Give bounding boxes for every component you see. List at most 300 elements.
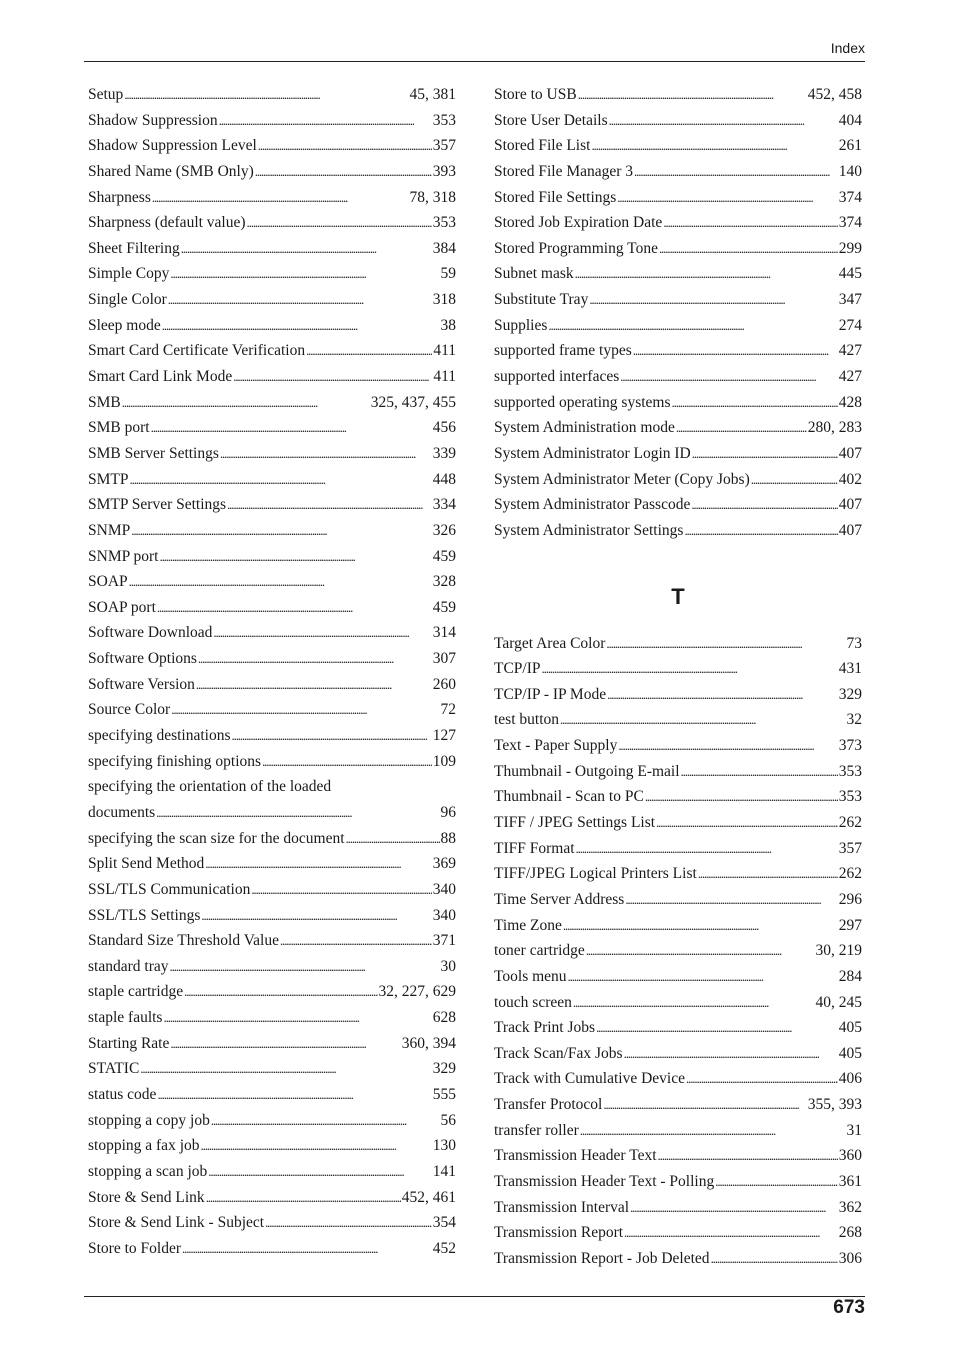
index-page-refs[interactable]: 130 — [432, 1137, 456, 1155]
dot-leader — [589, 289, 837, 311]
index-page-refs[interactable]: 141 — [432, 1162, 456, 1180]
index-entry — [88, 1238, 456, 1264]
index-term: System Administration mode — [494, 419, 675, 437]
page-number: 673 — [833, 1297, 865, 1318]
index-term: TIFF/JPEG Logical Printers List — [494, 865, 697, 883]
index-section-s-continued — [494, 84, 862, 546]
index-entry — [88, 1058, 456, 1084]
index-entry — [88, 366, 456, 392]
index-entry — [88, 238, 456, 264]
dot-leader — [184, 981, 377, 1003]
index-page-refs[interactable]: 374 — [838, 188, 862, 206]
dot-leader — [122, 392, 370, 414]
index-entry — [88, 571, 456, 597]
index-term: stopping a copy job — [88, 1111, 210, 1129]
index-entry — [494, 494, 862, 520]
dot-leader — [575, 263, 838, 285]
index-page-refs[interactable]: 407 — [838, 521, 862, 539]
index-page-refs[interactable]: 280, 283 — [807, 419, 862, 437]
dot-leader — [576, 838, 838, 860]
dot-leader — [211, 1110, 440, 1132]
index-entry — [494, 992, 862, 1018]
index-page-refs[interactable]: 369 — [432, 855, 456, 873]
index-entry — [88, 1135, 456, 1161]
index-page-refs[interactable]: 407 — [838, 496, 862, 514]
index-term: specifying destinations — [88, 727, 231, 745]
index-page-refs[interactable]: 78, 318 — [409, 188, 456, 206]
index-entry — [494, 1068, 862, 1094]
dot-leader — [603, 1094, 806, 1116]
dot-leader — [152, 187, 409, 209]
dot-leader — [205, 853, 431, 875]
index-term: SSL/TLS Settings — [88, 906, 201, 924]
index-page-refs[interactable]: 431 — [838, 660, 862, 678]
index-term: Track Scan/Fax Jobs — [494, 1044, 623, 1062]
index-page-refs[interactable]: 452, 458 — [807, 86, 862, 103]
index-term: SMTP Server Settings — [88, 496, 227, 514]
dot-leader — [645, 786, 838, 808]
index-page-refs[interactable]: 360, 394 — [401, 1034, 456, 1052]
index-page-refs[interactable]: 329 — [838, 685, 862, 703]
running-header-title: Index — [830, 40, 865, 56]
dot-leader — [162, 315, 440, 337]
dot-leader — [698, 863, 838, 885]
index-entry — [494, 469, 862, 495]
index-entry — [88, 1084, 456, 1110]
index-term: Standard Size Threshold Value — [88, 932, 279, 950]
index-term: Split Send Method — [88, 855, 205, 873]
index-page-refs[interactable]: 361 — [838, 1172, 862, 1190]
dot-leader — [658, 1145, 838, 1167]
index-entry — [494, 1043, 862, 1069]
index-term: Smart Card Link Mode — [88, 368, 233, 386]
index-term: Store User Details — [494, 111, 608, 129]
dot-leader — [563, 915, 838, 937]
dot-leader — [170, 1033, 400, 1055]
index-entry — [88, 699, 456, 725]
index-term: Store to USB — [494, 86, 577, 103]
index-page-refs[interactable]: 393 — [432, 162, 456, 180]
index-entry — [494, 940, 862, 966]
dot-leader — [609, 110, 838, 132]
index-page-refs[interactable]: 72 — [440, 701, 456, 719]
index-term: Stored File Settings — [494, 188, 617, 206]
index-term: Transmission Header Text - Polling — [494, 1172, 715, 1190]
index-page-refs[interactable]: 362 — [838, 1198, 862, 1216]
dot-leader — [624, 1222, 838, 1244]
index-page-refs[interactable]: 307 — [432, 650, 456, 668]
dot-leader — [227, 494, 432, 516]
index-term: Stored Programming Tone — [494, 239, 658, 257]
index-page-refs[interactable]: 353 — [432, 111, 456, 129]
index-page-refs[interactable]: 456 — [432, 419, 456, 437]
index-term: Setup — [88, 86, 124, 103]
index-term: Transfer Protocol — [494, 1096, 603, 1114]
index-page-refs[interactable]: 73 — [846, 634, 862, 652]
index-term: Store to Folder — [88, 1239, 181, 1257]
dot-leader — [140, 1058, 431, 1080]
dot-leader — [265, 1212, 432, 1234]
index-page-refs[interactable]: 452, 461 — [401, 1188, 456, 1206]
index-term: SOAP — [88, 573, 128, 591]
index-page-refs[interactable]: 448 — [432, 470, 456, 488]
index-entry — [88, 84, 456, 110]
dot-leader — [711, 1248, 838, 1270]
index-entry — [494, 392, 862, 418]
index-term: Thumbnail - Outgoing E-mail — [494, 762, 680, 780]
index-entry — [88, 1187, 456, 1213]
dot-leader — [280, 930, 432, 952]
index-page-refs[interactable]: 326 — [432, 521, 456, 539]
index-term: Transmission Interval — [494, 1198, 630, 1216]
index-page-refs[interactable]: 406 — [838, 1070, 862, 1088]
index-term: Simple Copy — [88, 265, 170, 283]
index-term: standard tray — [88, 957, 169, 975]
dot-leader — [672, 392, 838, 414]
index-entry — [88, 494, 456, 520]
index-page-refs[interactable]: 268 — [838, 1224, 862, 1242]
dot-leader — [617, 187, 837, 209]
index-entry — [88, 1161, 456, 1187]
index-term: stopping a fax job — [88, 1137, 200, 1155]
index-entry — [88, 546, 456, 572]
index-entry — [88, 802, 456, 828]
dot-leader — [157, 597, 432, 619]
index-entry — [88, 289, 456, 315]
dot-leader — [306, 340, 432, 362]
index-page-refs[interactable]: 407 — [838, 444, 862, 462]
dot-leader — [196, 674, 432, 696]
index-term: touch screen — [494, 993, 572, 1011]
dot-leader — [163, 1007, 431, 1029]
index-entry — [88, 340, 456, 366]
index-entry — [88, 725, 456, 751]
index-page-refs[interactable]: 325, 437, 455 — [370, 393, 456, 411]
index-term: Single Color — [88, 291, 167, 309]
index-term: Stored File Manager 3 — [494, 162, 634, 180]
index-entry — [88, 622, 456, 648]
index-page-refs[interactable]: 428 — [838, 393, 862, 411]
index-page-refs[interactable]: 306 — [838, 1249, 862, 1267]
index-page-refs[interactable]: 353 — [432, 214, 456, 232]
index-term: TIFF Format — [494, 839, 575, 857]
index-entry — [494, 735, 862, 761]
index-page-refs[interactable]: 384 — [432, 239, 456, 257]
index-page-refs[interactable]: 357 — [838, 839, 862, 857]
index-page-refs[interactable]: 405 — [838, 1019, 862, 1037]
index-page-refs[interactable]: 354 — [432, 1214, 456, 1232]
dot-leader — [573, 992, 815, 1014]
index-term: SMB Server Settings — [88, 444, 219, 462]
index-page-refs[interactable]: 262 — [838, 865, 862, 883]
index-term: supported operating systems — [494, 393, 671, 411]
index-term: System Administrator Passcode — [494, 496, 691, 514]
index-page-refs[interactable]: 32, 227, 629 — [378, 983, 456, 1001]
dot-leader — [663, 212, 837, 234]
dot-leader — [634, 161, 838, 183]
index-page-refs[interactable]: 261 — [838, 137, 862, 155]
dot-leader — [606, 633, 845, 655]
index-entry — [88, 905, 456, 931]
index-term: Track with Cumulative Device — [494, 1070, 685, 1088]
index-entry — [494, 1222, 862, 1248]
index-page-refs[interactable]: 373 — [838, 737, 862, 755]
dot-leader — [182, 1238, 432, 1260]
index-entry — [88, 981, 456, 1007]
index-entry — [88, 879, 456, 905]
dot-leader — [346, 828, 440, 850]
dot-leader — [586, 940, 815, 962]
index-page-refs[interactable]: 334 — [432, 496, 456, 514]
index-entry — [88, 212, 456, 238]
index-entry — [494, 684, 862, 710]
index-page-refs[interactable]: 284 — [838, 967, 862, 985]
footer-rule — [84, 1296, 865, 1297]
index-term: specifying finishing options — [88, 752, 262, 770]
index-term: Stored Job Expiration Date — [494, 214, 663, 232]
index-page-refs[interactable]: 40, 245 — [815, 993, 862, 1011]
dot-leader — [715, 1171, 838, 1193]
index-page-refs[interactable]: 628 — [432, 1009, 456, 1027]
index-page-refs[interactable]: 355, 393 — [807, 1096, 862, 1114]
index-page-refs[interactable]: 56 — [440, 1111, 456, 1129]
index-term: status code — [88, 1085, 157, 1103]
dot-leader — [624, 1043, 838, 1065]
index-page-refs[interactable]: 411 — [433, 368, 456, 386]
index-page-refs[interactable]: 402 — [838, 470, 862, 488]
index-page-refs[interactable]: 31 — [846, 1121, 862, 1139]
index-entry — [494, 263, 862, 289]
dot-leader — [560, 709, 845, 731]
index-page-refs[interactable]: 353 — [838, 788, 862, 806]
dot-leader — [580, 1120, 846, 1142]
index-entry — [494, 1120, 862, 1146]
dot-leader — [124, 84, 408, 106]
index-entry — [88, 417, 456, 443]
index-page-refs[interactable]: 329 — [432, 1060, 456, 1078]
index-term: SMTP — [88, 470, 129, 488]
index-entry — [88, 315, 456, 341]
index-term: staple faults — [88, 1009, 163, 1027]
index-page-refs[interactable]: 347 — [838, 291, 862, 309]
index-page-refs[interactable]: 339 — [432, 444, 456, 462]
index-page-refs[interactable]: 427 — [838, 342, 862, 360]
index-entry — [494, 161, 862, 187]
index-term: Software Download — [88, 624, 213, 642]
index-page-refs[interactable]: 260 — [432, 675, 456, 693]
index-page-refs[interactable]: 427 — [838, 368, 862, 386]
index-page-refs[interactable]: 299 — [838, 239, 862, 257]
dot-leader — [247, 212, 432, 234]
index-page-refs[interactable]: 555 — [432, 1085, 456, 1103]
index-page-refs[interactable]: 262 — [838, 814, 862, 832]
index-page-refs[interactable]: 38 — [440, 316, 456, 334]
index-page-refs[interactable]: 140 — [838, 162, 862, 180]
index-page-refs[interactable]: 360 — [838, 1147, 862, 1165]
index-entry — [88, 1212, 456, 1238]
index-page-refs[interactable]: 371 — [432, 932, 456, 950]
index-entry — [88, 930, 456, 956]
index-term: Subnet mask — [494, 265, 574, 283]
index-term: specifying the scan size for the document — [88, 829, 345, 847]
index-page-refs[interactable]: 127 — [432, 727, 456, 745]
index-entry — [494, 1197, 862, 1223]
index-entry — [494, 761, 862, 787]
index-page-refs[interactable]: 314 — [432, 624, 456, 642]
index-page-refs[interactable]: 357 — [432, 137, 456, 155]
index-entry — [494, 289, 862, 315]
dot-leader — [630, 1197, 838, 1219]
index-column-left — [88, 84, 456, 1263]
index-page-refs[interactable]: 30 — [440, 957, 456, 975]
index-page-refs[interactable]: 404 — [838, 111, 862, 129]
index-term: Tools menu — [494, 967, 567, 985]
dot-leader — [542, 658, 838, 680]
index-term: SMB — [88, 393, 121, 411]
index-entry — [494, 838, 862, 864]
index-entry — [88, 110, 456, 136]
index-page-refs[interactable]: 274 — [838, 316, 862, 334]
index-entry — [88, 520, 456, 546]
index-entry — [494, 1094, 862, 1120]
dot-leader — [151, 417, 432, 439]
index-term: Source Color — [88, 701, 171, 719]
index-term: documents — [88, 803, 156, 821]
dot-leader — [691, 494, 837, 516]
dot-leader — [170, 263, 439, 285]
index-term: supported frame types — [494, 342, 632, 360]
index-page-refs[interactable]: 297 — [838, 916, 862, 934]
index-entry — [88, 263, 456, 289]
index-term: Track Print Jobs — [494, 1019, 596, 1037]
dot-leader — [131, 520, 432, 542]
index-page-refs[interactable]: 353 — [838, 762, 862, 780]
index-term: stopping a scan job — [88, 1162, 208, 1180]
dot-leader — [198, 648, 432, 670]
dot-leader — [232, 725, 432, 747]
index-entry — [494, 889, 862, 915]
index-page-refs[interactable]: 328 — [432, 573, 456, 591]
index-page-refs[interactable]: 96 — [440, 803, 456, 821]
index-term: transfer roller — [494, 1121, 579, 1139]
index-term: TCP/IP — [494, 660, 541, 678]
index-page-refs[interactable]: 340 — [432, 906, 456, 924]
index-term: Transmission Report — [494, 1224, 624, 1242]
index-term: SSL/TLS Communication — [88, 880, 251, 898]
index-page-refs[interactable]: 405 — [838, 1044, 862, 1062]
index-entry — [494, 633, 862, 659]
index-page-refs[interactable]: 318 — [432, 291, 456, 309]
index-term: STATIC — [88, 1060, 140, 1078]
dot-leader — [633, 340, 838, 362]
index-entry — [494, 443, 862, 469]
index-entry — [88, 392, 456, 418]
dot-leader — [625, 889, 837, 911]
dot-leader — [201, 905, 431, 927]
dot-leader — [169, 956, 439, 978]
index-entry — [88, 161, 456, 187]
index-page-refs[interactable]: 340 — [432, 880, 456, 898]
dot-leader — [684, 520, 837, 542]
index-page-refs[interactable]: 411 — [433, 342, 456, 360]
index-page-refs[interactable]: 445 — [838, 265, 862, 283]
index-entry — [88, 853, 456, 879]
index-page-refs[interactable]: 109 — [432, 752, 456, 770]
index-term: System Administrator Settings — [494, 521, 684, 539]
index-entry — [494, 863, 862, 889]
index-term: Stored File List — [494, 137, 591, 155]
index-page-refs[interactable]: 459 — [432, 598, 456, 616]
index-term: SNMP port — [88, 547, 159, 565]
dot-leader — [157, 1084, 431, 1106]
index-term: System Administrator Meter (Copy Jobs) — [494, 470, 750, 488]
index-entry — [494, 417, 862, 443]
dot-leader — [568, 966, 838, 988]
index-entry — [88, 1033, 456, 1059]
header-rule — [84, 61, 865, 62]
index-term: Store & Send Link - Subject — [88, 1214, 265, 1232]
index-entry — [494, 1248, 862, 1274]
index-page-refs[interactable]: 30, 219 — [815, 942, 862, 960]
index-entry — [494, 812, 862, 838]
dot-leader — [656, 812, 838, 834]
index-entry — [494, 1171, 862, 1197]
dot-leader — [578, 84, 807, 106]
index-entry — [494, 966, 862, 992]
index-page-refs[interactable]: 296 — [838, 890, 862, 908]
index-term: Sleep mode — [88, 316, 161, 334]
dot-leader — [233, 366, 432, 388]
index-term: Smart Card Certificate Verification — [88, 342, 306, 360]
index-page-refs[interactable]: 374 — [838, 214, 862, 232]
dot-leader — [618, 735, 837, 757]
dot-leader — [213, 622, 431, 644]
index-column-right — [494, 84, 862, 1274]
dot-leader — [258, 135, 432, 157]
index-entry — [88, 674, 456, 700]
index-entry — [494, 1017, 862, 1043]
index-entry — [494, 658, 862, 684]
dot-leader — [591, 135, 837, 157]
index-page-refs[interactable]: 45, 381 — [409, 86, 456, 103]
index-entry — [494, 366, 862, 392]
index-page-refs[interactable]: 59 — [440, 265, 456, 283]
index-term: Substitute Tray — [494, 291, 589, 309]
dot-leader — [255, 161, 432, 183]
dot-leader — [156, 802, 439, 824]
index-page-refs[interactable]: 88 — [440, 829, 456, 847]
index-term: specifying the orientation of the loaded — [88, 778, 332, 796]
index-term: staple cartridge — [88, 983, 184, 1001]
index-entry — [494, 520, 862, 546]
index-entry — [494, 135, 862, 161]
dot-leader — [251, 879, 431, 901]
index-term: Store & Send Link — [88, 1188, 205, 1206]
index-term: System Administrator Login ID — [494, 444, 691, 462]
index-page-refs[interactable]: 32 — [846, 711, 862, 729]
dot-leader — [130, 469, 432, 491]
dot-leader — [220, 443, 432, 465]
index-term: Transmission Report - Job Deleted — [494, 1249, 710, 1267]
index-term: Software Options — [88, 650, 197, 668]
index-entry — [494, 1145, 862, 1171]
index-term: toner cartridge — [494, 942, 585, 960]
index-page-refs[interactable]: 459 — [432, 547, 456, 565]
index-term: SMB port — [88, 419, 150, 437]
index-term: Shared Name (SMB Only) — [88, 162, 254, 180]
dot-leader — [681, 761, 838, 783]
index-page-refs[interactable]: 452 — [432, 1239, 456, 1257]
